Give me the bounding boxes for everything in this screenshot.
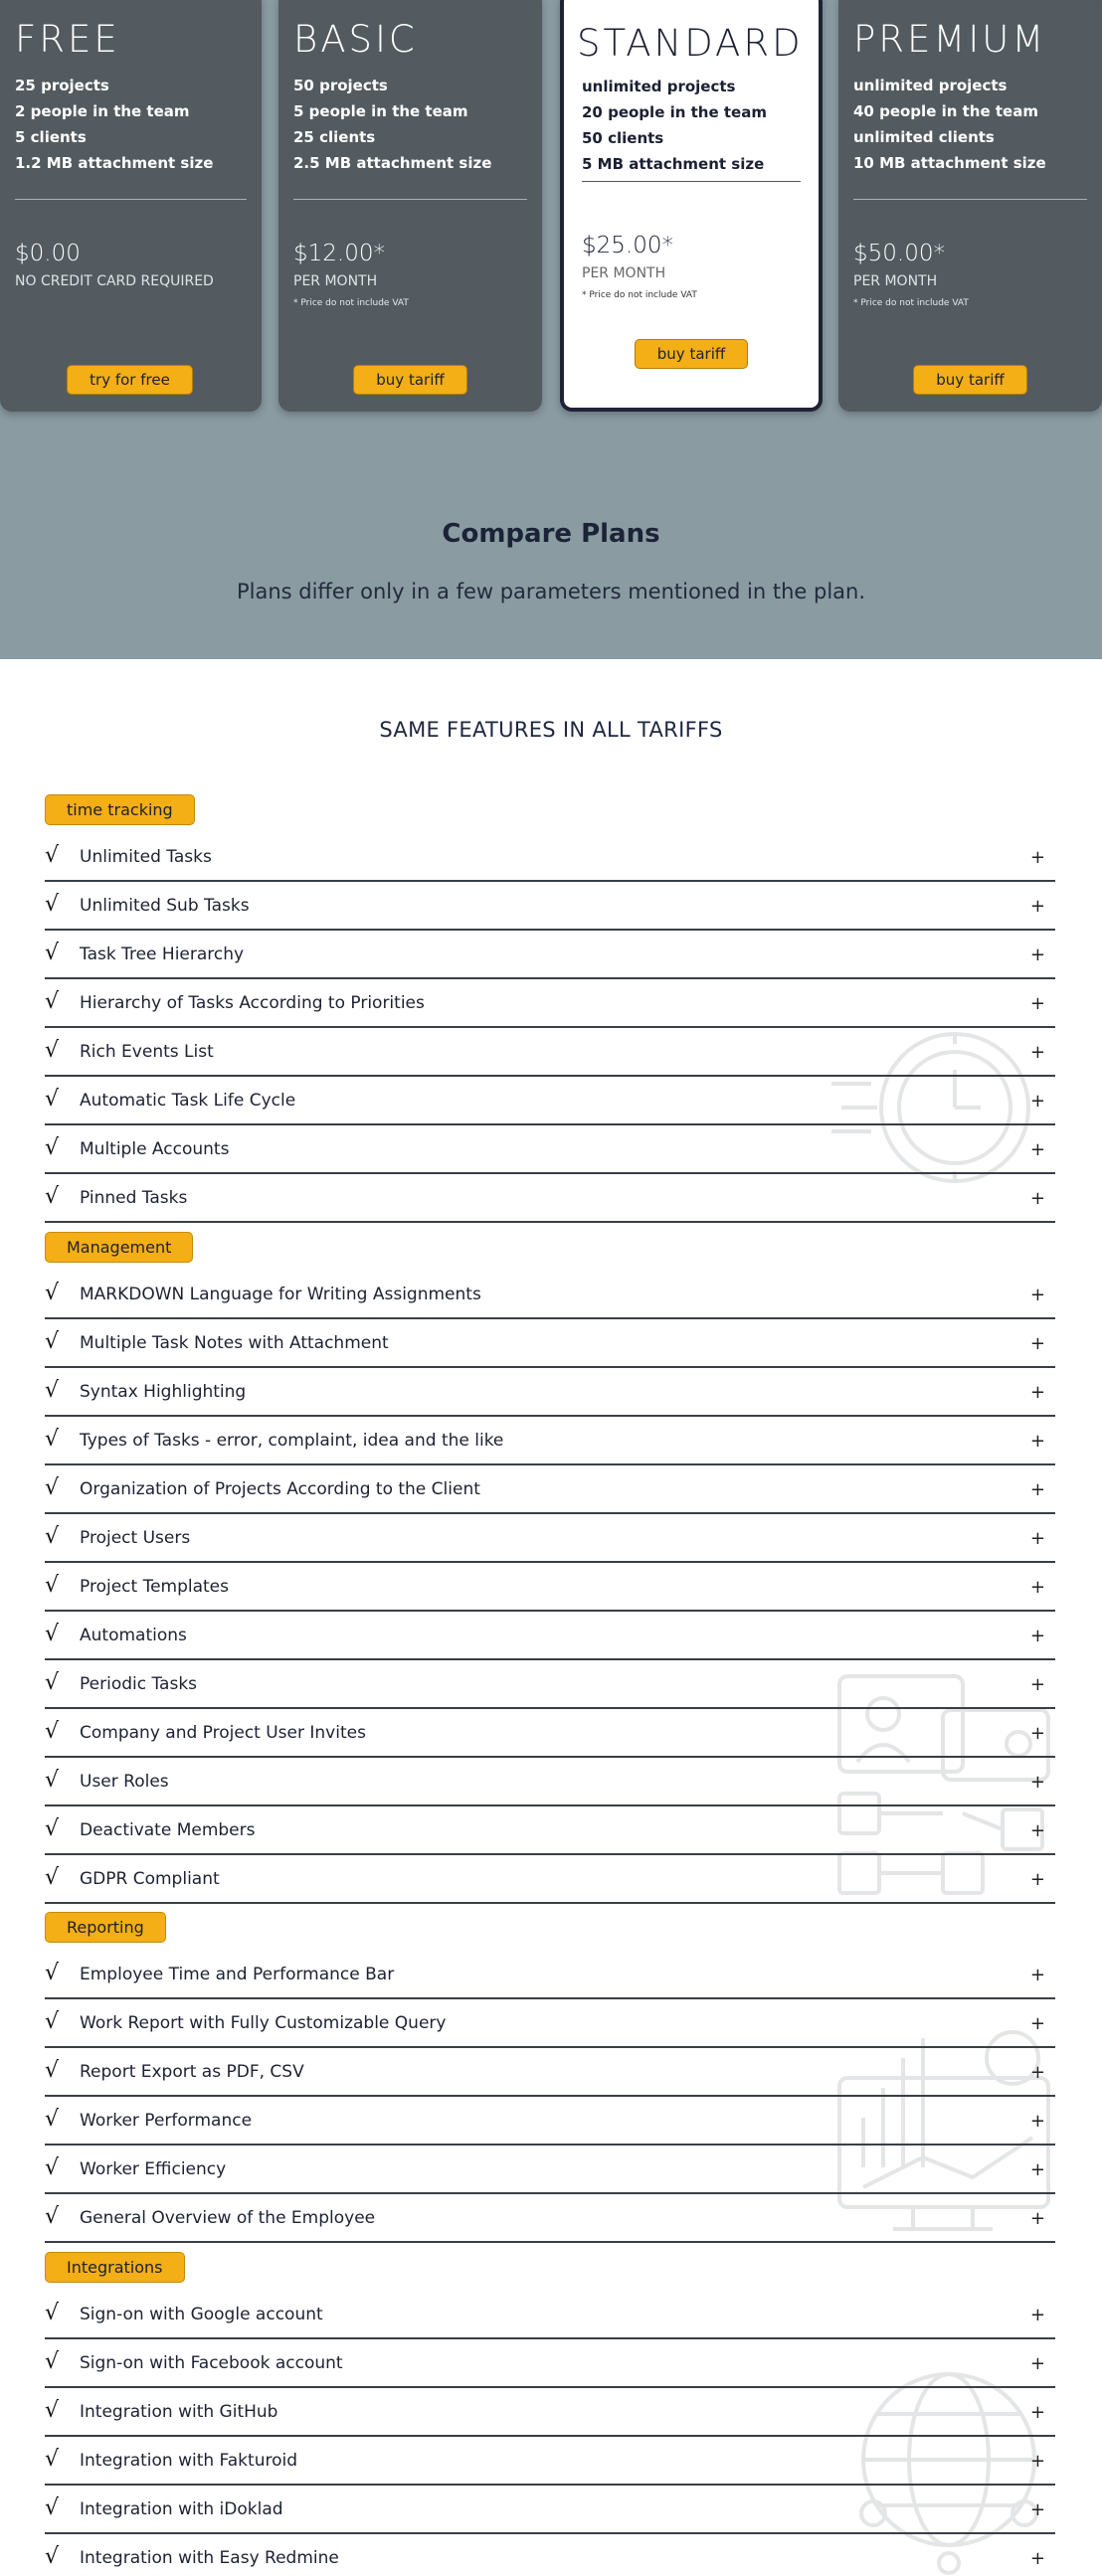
expand-plus-icon[interactable]: +	[1029, 1674, 1045, 1695]
expand-plus-icon[interactable]: +	[1029, 2451, 1045, 2472]
compare-plans-subtitle: Plans differ only in a few parameters mentioned in the plan.	[236, 580, 866, 603]
feature-label: Sign-on with Facebook account	[80, 2353, 343, 2373]
plan-feature: 25 clients	[293, 128, 376, 146]
expand-plus-icon[interactable]: +	[1029, 1091, 1045, 1112]
feature-label: GDPR Compliant	[80, 1869, 220, 1889]
check-icon: √	[45, 1719, 60, 1744]
plan-period: NO CREDIT CARD REQUIRED	[15, 273, 214, 289]
expand-plus-icon[interactable]: +	[1029, 2111, 1045, 2132]
expand-plus-icon[interactable]: +	[1029, 896, 1045, 917]
plan-divider	[293, 199, 527, 200]
feature-label: MARKDOWN Language for Writing Assignments	[80, 1285, 481, 1304]
expand-plus-icon[interactable]: +	[1029, 1820, 1045, 1841]
plan-feature: unlimited projects	[582, 78, 736, 95]
feature-label: Deactivate Members	[80, 1820, 256, 1840]
feature-label: Periodic Tasks	[80, 1674, 198, 1694]
expand-plus-icon[interactable]: +	[1029, 1869, 1045, 1890]
expand-plus-icon[interactable]: +	[1029, 2402, 1045, 2423]
buy-tariff-button-basic[interactable]: buy tariff	[353, 365, 467, 395]
plan-price: $0.00	[15, 241, 81, 266]
expand-plus-icon[interactable]: +	[1029, 1431, 1045, 1452]
check-icon: √	[45, 2009, 60, 2034]
check-icon: √	[45, 1573, 60, 1598]
plan-feature: 40 people in the team	[853, 102, 1038, 120]
feature-label: Integration with iDoklad	[80, 2499, 283, 2519]
check-icon: √	[45, 1329, 60, 1354]
vat-note: * Price do not include VAT	[293, 298, 409, 308]
feature-row[interactable]	[45, 1174, 1055, 1223]
feature-label: Hierarchy of Tasks According to Priorities	[80, 993, 425, 1013]
feature-row[interactable]	[45, 2339, 1055, 2388]
check-icon: √	[45, 1670, 60, 1695]
expand-plus-icon[interactable]: +	[1029, 2305, 1045, 2325]
feature-label: User Roles	[80, 1772, 169, 1792]
check-icon: √	[45, 2204, 60, 2229]
try-for-free-button[interactable]: try for free	[67, 365, 193, 395]
check-icon: √	[45, 989, 60, 1014]
category-badge-management: Management	[45, 1232, 193, 1263]
check-icon: √	[45, 1378, 60, 1403]
expand-plus-icon[interactable]: +	[1029, 1528, 1045, 1549]
feature-label: Rich Events List	[80, 1042, 214, 1062]
expand-plus-icon[interactable]: +	[1029, 2159, 1045, 2180]
check-icon: √	[45, 1622, 60, 1646]
expand-plus-icon[interactable]: +	[1029, 1139, 1045, 1160]
expand-plus-icon[interactable]: +	[1029, 2013, 1045, 2034]
feature-label: Worker Performance	[80, 2111, 253, 2131]
plan-feature-list	[582, 74, 767, 177]
check-icon: √	[45, 2155, 60, 2180]
feature-label: Automations	[80, 1626, 187, 1645]
feature-label: Company and Project User Invites	[80, 1723, 366, 1743]
plan-divider	[582, 181, 801, 182]
expand-plus-icon[interactable]: +	[1029, 993, 1045, 1014]
plan-price: $25.00*	[582, 233, 673, 258]
plan-title: FREE	[15, 18, 120, 61]
feature-row[interactable]	[45, 979, 1055, 1028]
feature-row[interactable]	[45, 2194, 1055, 2243]
feature-row[interactable]	[45, 882, 1055, 931]
check-icon: √	[45, 1961, 60, 1985]
feature-row[interactable]	[45, 1951, 1055, 1999]
expand-plus-icon[interactable]: +	[1029, 1285, 1045, 1305]
check-icon: √	[45, 892, 60, 917]
feature-row[interactable]	[45, 1465, 1055, 1514]
plan-title: PREMIUM	[853, 18, 1047, 61]
feature-row[interactable]	[45, 1319, 1055, 1368]
plan-period: PER MONTH	[853, 273, 938, 289]
feature-row[interactable]	[45, 1612, 1055, 1660]
check-icon: √	[45, 2107, 60, 2132]
check-icon: √	[45, 2301, 60, 2325]
check-icon: √	[45, 843, 60, 868]
plan-title: BASIC	[293, 18, 418, 61]
check-icon: √	[45, 1524, 60, 1549]
expand-plus-icon[interactable]: +	[1029, 847, 1045, 868]
expand-plus-icon[interactable]: +	[1029, 1626, 1045, 1646]
plan-feature: 5 MB attachment size	[582, 155, 765, 173]
feature-row[interactable]	[45, 1028, 1055, 1077]
feature-row[interactable]	[45, 2437, 1055, 2486]
check-icon: √	[45, 1038, 60, 1063]
check-icon: √	[45, 2058, 60, 2083]
feature-row[interactable]	[45, 1709, 1055, 1758]
plan-feature-list	[15, 73, 213, 176]
plan-feature: 5 people in the team	[293, 102, 468, 120]
buy-tariff-button-standard[interactable]: buy tariff	[635, 339, 748, 369]
feature-row[interactable]	[45, 2097, 1055, 2146]
plan-card-free	[0, 0, 262, 412]
feature-label: Unlimited Tasks	[80, 847, 212, 867]
feature-row[interactable]	[45, 2291, 1055, 2339]
expand-plus-icon[interactable]: +	[1029, 2062, 1045, 2083]
plan-feature-list	[853, 73, 1046, 176]
feature-row[interactable]	[45, 1855, 1055, 1904]
feature-label: Multiple Accounts	[80, 1139, 230, 1159]
check-icon: √	[45, 2544, 60, 2569]
vat-note: * Price do not include VAT	[582, 290, 697, 300]
expand-plus-icon[interactable]: +	[1029, 1333, 1045, 1354]
feature-row[interactable]	[45, 1806, 1055, 1855]
plan-feature: 20 people in the team	[582, 103, 767, 121]
check-icon: √	[45, 2398, 60, 2423]
check-icon: √	[45, 1816, 60, 1841]
expand-plus-icon[interactable]: +	[1029, 1723, 1045, 1744]
pricing-section	[0, 0, 1102, 659]
check-icon: √	[45, 1427, 60, 1452]
feature-label: Worker Efficiency	[80, 2159, 227, 2179]
plan-feature-list	[293, 73, 491, 176]
plan-price: $50.00*	[853, 241, 945, 266]
feature-label: Syntax Highlighting	[80, 1382, 247, 1402]
feature-row[interactable]	[45, 833, 1055, 882]
plan-title: STANDARD	[577, 22, 804, 65]
feature-label: Sign-on with Google account	[80, 2305, 323, 2324]
check-icon: √	[45, 1281, 60, 1305]
expand-plus-icon[interactable]: +	[1029, 945, 1045, 965]
feature-row[interactable]	[45, 1660, 1055, 1709]
feature-label: Pinned Tasks	[80, 1188, 188, 1208]
vat-note: * Price do not include VAT	[853, 298, 969, 308]
check-icon: √	[45, 1865, 60, 1890]
expand-plus-icon[interactable]: +	[1029, 2499, 1045, 2520]
plan-period: PER MONTH	[293, 273, 378, 289]
feature-label: Report Export as PDF, CSV	[80, 2062, 304, 2082]
check-icon: √	[45, 1768, 60, 1793]
plan-divider	[853, 199, 1087, 200]
feature-row[interactable]	[45, 1999, 1055, 2048]
plan-feature: unlimited projects	[853, 77, 1008, 94]
plan-period: PER MONTH	[582, 265, 666, 281]
check-icon: √	[45, 1135, 60, 1160]
feature-row[interactable]	[45, 1563, 1055, 1612]
category-badge-integrations: Integrations	[45, 2252, 185, 2283]
feature-row[interactable]	[45, 1758, 1055, 1806]
plan-card-basic	[278, 0, 542, 412]
feature-label: Automatic Task Life Cycle	[80, 1091, 296, 1111]
feature-row[interactable]	[45, 2486, 1055, 2534]
plan-feature: 2 people in the team	[15, 102, 190, 120]
plan-feature: unlimited clients	[853, 128, 995, 146]
feature-label: Integration with Easy Redmine	[80, 2548, 339, 2568]
feature-label: General Overview of the Employee	[80, 2208, 376, 2228]
expand-plus-icon[interactable]: +	[1029, 1577, 1045, 1598]
expand-plus-icon[interactable]: +	[1029, 1042, 1045, 1063]
plan-feature: 1.2 MB attachment size	[15, 154, 214, 172]
feature-label: Multiple Task Notes with Attachment	[80, 1333, 389, 1353]
plan-feature: 5 clients	[15, 128, 87, 146]
features-heading: SAME FEATURES IN ALL TARIFFS	[379, 718, 723, 742]
plan-price: $12.00*	[293, 241, 385, 266]
check-icon: √	[45, 2349, 60, 2374]
expand-plus-icon[interactable]: +	[1029, 1188, 1045, 1209]
feature-label: Employee Time and Performance Bar	[80, 1965, 395, 1984]
feature-row[interactable]	[45, 2388, 1055, 2437]
feature-label: Unlimited Sub Tasks	[80, 896, 250, 916]
check-icon: √	[45, 2447, 60, 2472]
feature-label: Task Tree Hierarchy	[80, 945, 245, 964]
plan-feature: 50 clients	[582, 129, 664, 147]
feature-label: Project Users	[80, 1528, 191, 1548]
plan-card-premium	[838, 0, 1102, 412]
feature-row[interactable]	[45, 2534, 1055, 2576]
expand-plus-icon[interactable]: +	[1029, 1772, 1045, 1793]
feature-row[interactable]	[45, 1271, 1055, 1319]
expand-plus-icon[interactable]: +	[1029, 2208, 1045, 2229]
check-icon: √	[45, 1475, 60, 1500]
expand-plus-icon[interactable]: +	[1029, 1479, 1045, 1500]
feature-row[interactable]	[45, 2146, 1055, 2194]
feature-row[interactable]	[45, 931, 1055, 979]
expand-plus-icon[interactable]: +	[1029, 1382, 1045, 1403]
feature-row[interactable]	[45, 2048, 1055, 2097]
feature-row[interactable]	[45, 1077, 1055, 1125]
feature-label: Organization of Projects According to the Client	[80, 1479, 480, 1499]
plan-feature: 2.5 MB attachment size	[293, 154, 492, 172]
check-icon: √	[45, 1087, 60, 1112]
feature-label: Project Templates	[80, 1577, 229, 1597]
buy-tariff-button-premium[interactable]: buy tariff	[913, 365, 1027, 395]
expand-plus-icon[interactable]: +	[1029, 2353, 1045, 2374]
plan-feature: 50 projects	[293, 77, 388, 94]
feature-label: Integration with GitHub	[80, 2402, 278, 2422]
category-badge-reporting: Reporting	[45, 1912, 166, 1943]
feature-row[interactable]	[45, 1368, 1055, 1417]
expand-plus-icon[interactable]: +	[1029, 2548, 1045, 2569]
expand-plus-icon[interactable]: +	[1029, 1965, 1045, 1985]
plan-feature: 10 MB attachment size	[853, 154, 1046, 172]
plan-divider	[15, 199, 247, 200]
compare-plans-title: Compare Plans	[442, 519, 660, 549]
feature-label: Work Report with Fully Customizable Query	[80, 2013, 447, 2033]
feature-label: Integration with Fakturoid	[80, 2451, 297, 2471]
check-icon: √	[45, 941, 60, 965]
check-icon: √	[45, 1184, 60, 1209]
category-badge-time-tracking: time tracking	[45, 794, 195, 825]
plan-card-standard	[560, 0, 823, 412]
feature-row[interactable]	[45, 1514, 1055, 1563]
feature-label: Types of Tasks - error, complaint, idea and the like	[80, 1431, 504, 1451]
check-icon: √	[45, 2495, 60, 2520]
plan-feature: 25 projects	[15, 77, 109, 94]
feature-row[interactable]	[45, 1417, 1055, 1465]
feature-row[interactable]	[45, 1125, 1055, 1174]
